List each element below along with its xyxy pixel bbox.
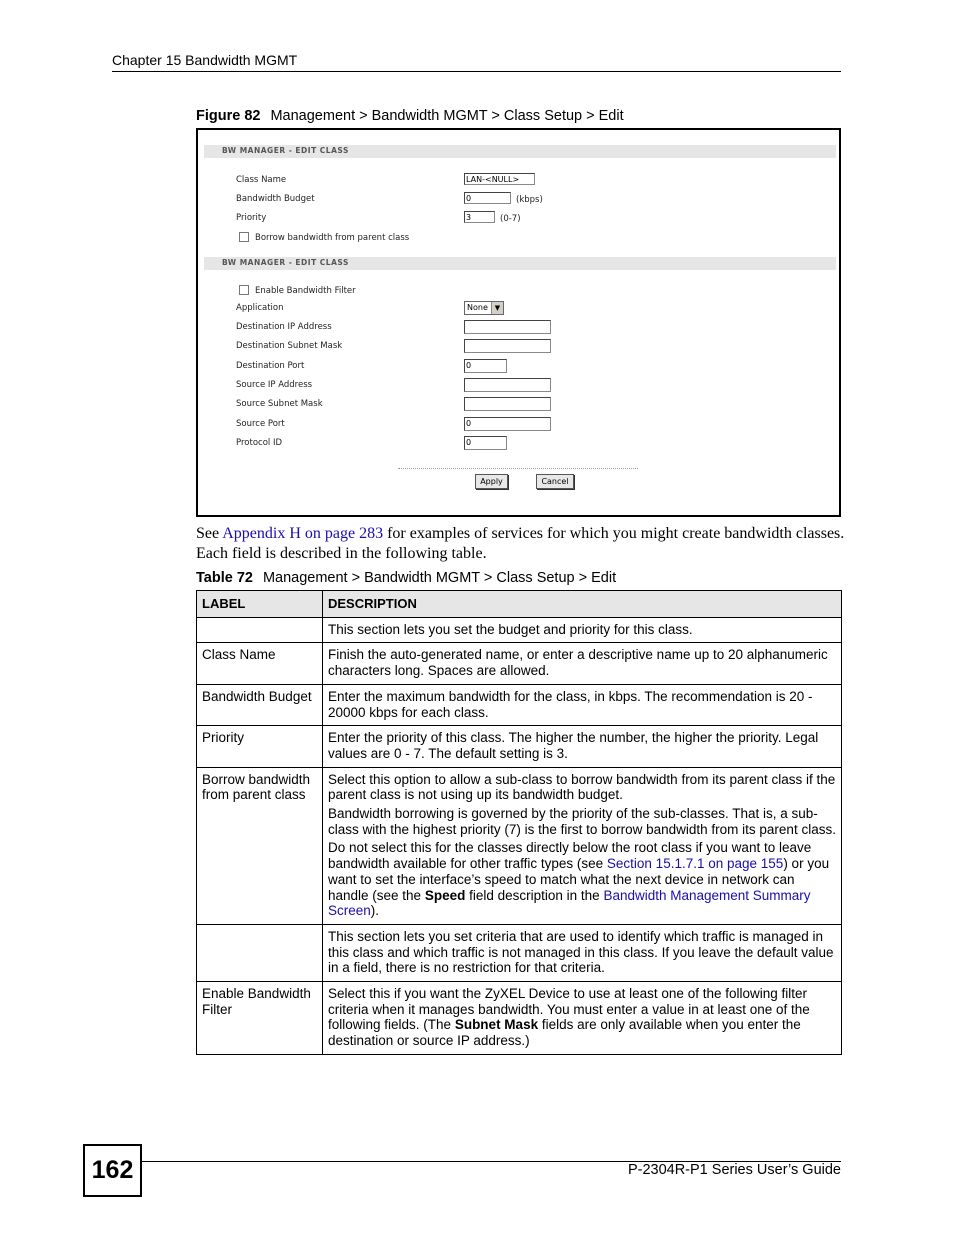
para-text: See — [196, 525, 223, 542]
protocol-id-input[interactable]: 0 — [464, 436, 507, 450]
dest-port-label: Destination Port — [236, 361, 305, 371]
table-row — [197, 617, 842, 643]
desc-paragraph: Bandwidth borrowing is governed by the priority of the sub-classes. That is, a sub-class with the highest priority (7) is the first to borrow bandwidth from its parent class. — [328, 806, 836, 837]
apply-button[interactable]: Apply — [475, 474, 508, 489]
desc-text: field description in the — [465, 887, 604, 903]
chevron-down-icon: ▼ — [491, 302, 503, 314]
table-row — [197, 924, 842, 981]
table-row — [197, 643, 842, 684]
chapter-header: Chapter 15 Bandwidth MGMT — [112, 52, 298, 68]
table-row — [197, 767, 842, 924]
desc-text: ). — [370, 903, 380, 919]
dest-ip-input[interactable] — [464, 320, 551, 334]
desc-text: Select this if you want the ZyXEL Device to use at least one of the following filter criteria when it manages bandwidth. You must enter a value in at least one of the following fields. (The — [328, 986, 810, 1033]
screenshot-figure — [196, 128, 841, 517]
enable-filter-checkbox[interactable] — [239, 285, 249, 295]
figure-title: Management > Bandwidth MGMT > Class Setup > Edit — [270, 108, 624, 124]
table-cell-desc — [323, 767, 842, 924]
table-cell-label — [197, 617, 323, 643]
src-port-input[interactable]: 0 — [464, 417, 551, 431]
table-caption — [196, 570, 616, 586]
section-title: BW MANAGER - EDIT CLASS — [222, 258, 349, 267]
dest-ip-label: Destination IP Address — [236, 322, 332, 332]
borrow-checkbox[interactable] — [239, 232, 249, 242]
table-cell-label: Enable Bandwidth Filter — [197, 982, 323, 1055]
table-cell-label — [197, 924, 323, 981]
section-bar-edit-class — [204, 145, 836, 158]
table-cell-desc: Enter the priority of this class. The higher the number, the higher the priority. Legal values are 0 - 7. The default setting is 3. — [323, 726, 842, 767]
table-cell-desc: This section lets you set criteria that are used to identify which traffic is managed in this class and which traffic is not managed in this class. If you leave the default value in a field, there is no restriction for that criteria. — [323, 924, 842, 981]
src-mask-input[interactable] — [464, 397, 551, 411]
src-ip-label: Source IP Address — [236, 380, 313, 390]
kbps-unit: (kbps) — [516, 195, 543, 205]
table-title: Management > Bandwidth MGMT > Class Setup > Edit — [262, 570, 617, 586]
section-title: BW MANAGER - EDIT CLASS — [222, 146, 349, 155]
application-select[interactable] — [464, 301, 504, 315]
src-port-label: Source Port — [236, 419, 285, 429]
table-cell-label: Bandwidth Budget — [197, 684, 323, 725]
speed-bold: Speed — [424, 887, 466, 903]
bandwidth-budget-label: Bandwidth Budget — [236, 194, 315, 204]
para-text: for examples of services for which you might create bandwidth classes. Each field is described in the following table. — [196, 525, 845, 562]
field-description-table — [196, 590, 842, 1055]
appendix-link[interactable]: Appendix H on page 283 — [222, 525, 384, 542]
table-cell-desc: This section lets you set the budget and priority for this class. — [323, 617, 842, 643]
desc-text: ) or you want to set the interface’s speed to match what the next device in network can handle (see the — [328, 856, 830, 903]
table-header-row — [197, 591, 842, 618]
summary-screen-link[interactable]: Bandwidth Management Summary Screen — [328, 887, 811, 919]
intro-paragraph — [196, 524, 846, 564]
application-value: None — [467, 303, 488, 312]
cancel-button[interactable]: Cancel — [536, 474, 574, 489]
priority-range: (0-7) — [500, 214, 521, 224]
table-cell-label: Borrow bandwidth from parent class — [197, 767, 323, 924]
borrow-label: Borrow bandwidth from parent class — [255, 233, 410, 243]
table-cell-desc: Enter the maximum bandwidth for the class, in kbps. The recommendation is 20 - 20000 kbps for each class. — [323, 684, 842, 725]
subnet-mask-bold: Subnet Mask — [454, 1017, 539, 1033]
dest-port-input[interactable]: 0 — [464, 359, 507, 373]
class-name-label: Class Name — [236, 175, 287, 185]
src-ip-input[interactable] — [464, 378, 551, 392]
table-row — [197, 684, 842, 725]
dest-mask-label: Destination Subnet Mask — [236, 341, 343, 351]
class-name-input[interactable]: LAN-<NULL> — [464, 173, 535, 185]
figure-caption — [196, 108, 624, 124]
table-cell-desc — [323, 982, 842, 1055]
table-cell-desc: Finish the auto-generated name, or enter a descriptive name up to 20 alphanumeric characters long. Spaces are allowed. — [323, 643, 842, 684]
description-column-header: DESCRIPTION — [323, 591, 842, 618]
table-cell-label: Class Name — [197, 643, 323, 684]
page-number: 162 — [83, 1144, 142, 1197]
header-rule — [112, 71, 841, 72]
section-link[interactable]: Section 15.1.7.1 on page 155 — [606, 856, 784, 872]
desc-text: Do not select this for the classes directly below the root class if you want to leave bandwidth available for other traffic types (see — [328, 840, 812, 872]
src-mask-label: Source Subnet Mask — [236, 399, 323, 409]
label-column-header: LABEL — [197, 591, 323, 618]
table-row — [197, 726, 842, 767]
table-number: Table 72 — [196, 570, 253, 586]
section-bar-filter — [204, 257, 836, 270]
protocol-id-label: Protocol ID — [236, 438, 283, 448]
bandwidth-budget-input[interactable]: 0 — [464, 192, 511, 204]
priority-label: Priority — [236, 213, 267, 223]
application-label: Application — [236, 303, 284, 313]
table-row — [197, 982, 842, 1055]
desc-paragraph — [328, 840, 836, 919]
desc-paragraph: Select this option to allow a sub-class to borrow bandwidth from its parent class if the parent class is not using up its bandwidth budget. — [328, 771, 836, 803]
desc-text: fields are only available when you enter the destination or source IP address.) — [328, 1017, 801, 1049]
enable-filter-label: Enable Bandwidth Filter — [255, 286, 356, 296]
figure-number: Figure 82 — [196, 108, 261, 124]
button-divider — [398, 468, 638, 469]
guide-title: P-2304R-P1 Series User’s Guide — [627, 1162, 841, 1178]
priority-input[interactable]: 3 — [464, 211, 495, 223]
dest-mask-input[interactable] — [464, 339, 551, 353]
table-cell-label: Priority — [197, 726, 323, 767]
